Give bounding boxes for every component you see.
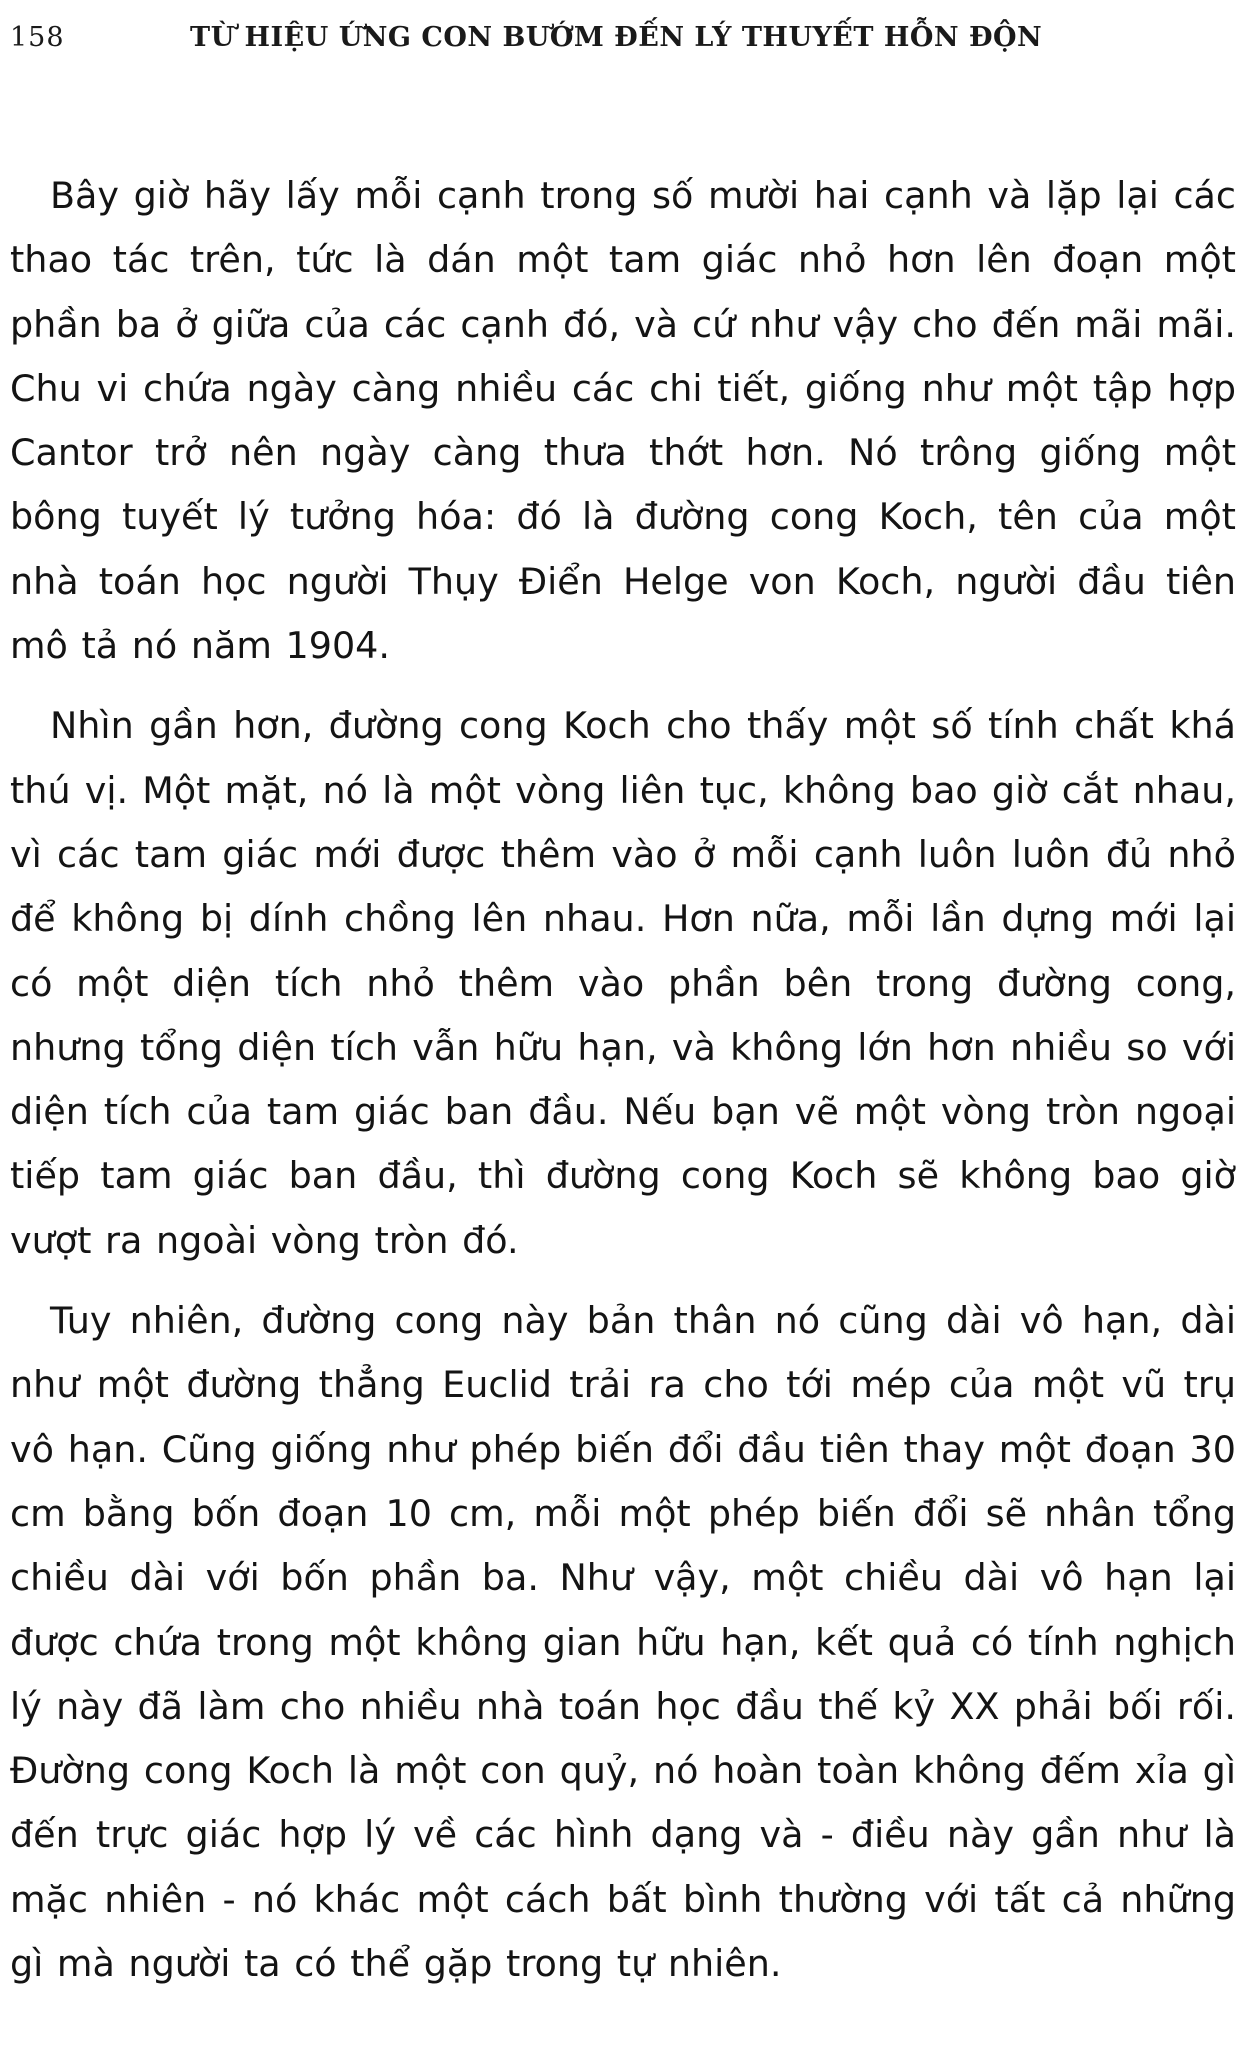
body-text — [10, 164, 1236, 1996]
running-header — [10, 22, 1236, 66]
paragraph-1: Bây giờ hãy lấy mỗi cạnh trong số mười hai cạnh và lặp lại các thao tác trên, tức là dán một tam giác nhỏ hơn lên đoạn một phần ba ở giữa của các cạnh đó, và cứ như vậy cho đến mãi mãi. Chu vi chứa ngày càng nhiều các chi tiết, giống như một tập hợp Cantor trở nên ngày càng thưa thớt hơn. Nó trông giống một bông tuyết lý tưởng hóa: đó là đường cong Koch, tên của một nhà toán học người Thụy Điển Helge von Koch, người đầu tiên mô tả nó năm 1904. — [10, 174, 1236, 668]
book-title: TỪ HIỆU ỨNG CON BƯỚM ĐẾN LÝ THUYẾT HỖN ĐỘN — [190, 22, 1043, 53]
paragraph-2: Nhìn gần hơn, đường cong Koch cho thấy một số tính chất khá thú vị. Một mặt, nó là một vòng liên tục, không bao giờ cắt nhau, vì các tam giác mới được thêm vào ở mỗi cạnh luôn luôn đủ nhỏ để không bị dính chồng lên nhau. Hơn nữa, mỗi lần dựng mới lại có một diện tích nhỏ thêm vào phần bên trong đường cong, nhưng tổng diện tích vẫn hữu hạn, và không lớn hơn nhiều so với diện tích của tam giác ban đầu. Nếu bạn vẽ một vòng tròn ngoại tiếp tam giác ban đầu, thì đường cong Koch sẽ không bao giờ vượt ra ngoài vòng tròn đó. — [10, 704, 1236, 1262]
page-number: 158 — [10, 22, 65, 53]
paragraph-3: Tuy nhiên, đường cong này bản thân nó cũng dài vô hạn, dài như một đường thẳng Euclid trải ra cho tới mép của một vũ trụ vô hạn. Cũng giống như phép biến đổi đầu tiên thay một đoạn 30 cm bằng bốn đoạn 10 cm, mỗi một phép biến đổi sẽ nhân tổng chiều dài với bốn phần ba. Như vậy, một chiều dài vô hạn lại được chứa trong một không gian hữu hạn, kết quả có tính nghịch lý này đã làm cho nhiều nhà toán học đầu thế kỷ XX phải bối rối. Đường cong Koch là một con quỷ, nó hoàn toàn không đếm xỉa gì đến trực giác hợp lý về các hình dạng và - điều này gần như là mặc nhiên - nó khác một cách bất bình thường với tất cả những gì mà người ta có thể gặp trong tự nhiên. — [10, 1299, 1236, 1986]
